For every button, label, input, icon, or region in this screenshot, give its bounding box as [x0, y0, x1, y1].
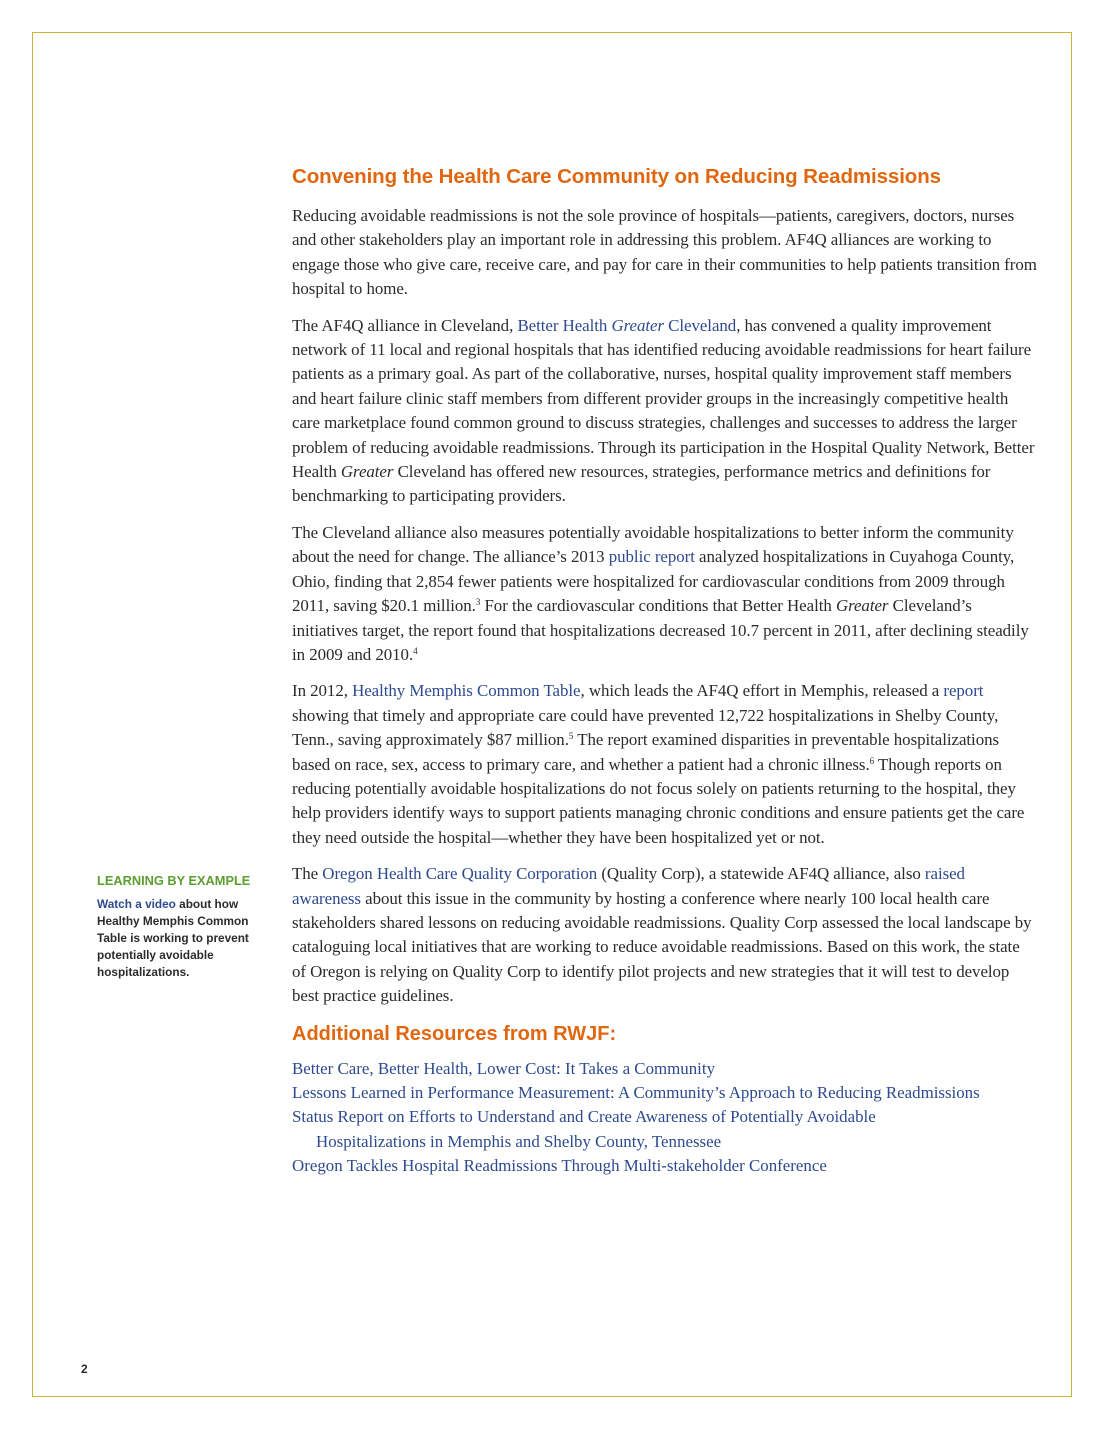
paragraph-memphis: In 2012, Healthy Memphis Common Table, which leads the AF4Q effort in Memphis, released a report showing that timely and appropriate care could have prevented 12,722 hospitalizations in Shelby County, Tenn., saving approximately $87 million.$^5$ The report examined disparities in preventable hospitalizations based on race, sex, access to primary care, and whether a patient had a chronic illness.$^6$ Though reports on reducing potentially avoidable hospitalizations do not focus solely on patients returning to the hospital, they help providers identify ways to support patients managing chronic conditions and ensure patients get the care they need outside the hospital—whether they have been hospitalized yet or not. [292, 681, 1025, 847]
sidebar-body: Watch a video about how Healthy Memphis Common Table is working to prevent potentially avoidable hospitalizations. [97, 897, 249, 979]
watch-video-link[interactable]: Watch a video [97, 897, 176, 911]
resource-link-status-report[interactable]: Status Report on Efforts to Understand and Create Awareness of Potentially Avoidable Hospitalizations in Memphis and Shelby County, Tennessee [292, 1107, 876, 1151]
paragraph-cleveland-report: The Cleveland alliance also measures potentially avoidable hospitalizations to better inform the community about the need for change. The alliance’s 2013 public report analyzed hospitalizations in Cuyahoga County, Ohio, finding that 2,854 fewer patients were hospitalized for cardiovascular conditions from 2009 through 2011, saving $20.1 million.$^3$ For the cardiovascular conditions that Better Health Greater Cleveland’s initiatives target, the report found that hospitalizations decreased 10.7 percent in 2011, after declining steadily in 2009 and 2010.$^4$ [292, 522, 1029, 664]
footnote-ref: 5 [568, 731, 574, 742]
resources-heading: Additional Resources from RWJF: [292, 1022, 617, 1045]
memphis-report-link[interactable]: report [943, 681, 984, 701]
footnote-ref: 6 [869, 755, 875, 766]
resources-list [292, 1057, 1037, 1179]
footnote-ref: 3 [475, 597, 481, 608]
public-report-link[interactable]: public report [608, 547, 695, 567]
main-column [292, 164, 1037, 1179]
page-number: 2 [81, 1362, 88, 1376]
sidebar-title: LEARNING BY EXAMPLE [97, 873, 251, 888]
better-health-greater-cleveland-link[interactable]: Better Health Greater Cleveland [517, 315, 737, 335]
resource-link-lessons-learned[interactable]: Lessons Learned in Performance Measurement: A Community’s Approach to Reducing Readmissions [292, 1083, 980, 1102]
paragraph-intro: Reducing avoidable readmissions is not the sole province of hospitals—patients, caregivers, doctors, nurses and other stakeholders play an important role in addressing this problem. AF4Q alliances are working to engage those who give care, receive care, and pay for care in their communities to help patients transition from hospital to home. [292, 206, 1037, 299]
resource-link-community[interactable]: Better Care, Better Health, Lower Cost: It Takes a Community [292, 1058, 716, 1078]
paragraph-oregon: The Oregon Health Care Quality Corporation (Quality Corp), a statewide AF4Q alliance, also raised awareness about this issue in the community by hosting a conference where nearly 100 local health care stakeholders shared lessons on reducing avoidable readmissions. Quality Corp assessed the local landscape by cataloguing local initiatives that are working to reduce avoidable readmissions. Based on this work, the state of Oregon is relying on Quality Corp to identify pilot projects and new strategies that it will test to develop best practice guidelines. [292, 864, 1032, 1006]
raised-awareness-link[interactable]: raised awareness [292, 864, 965, 908]
footnote-ref: 4 [413, 645, 418, 656]
healthy-memphis-link[interactable]: Healthy Memphis Common Table [352, 681, 581, 701]
paragraph-cleveland: The AF4Q alliance in Cleveland, Better Health Greater Cleveland, has convened a quality improvement network of 11 local and regional hospitals that has identified reducing avoidable readmissions for heart failure patients as a primary goal. As part of the collaborative, nurses, hospital quality improvement staff members and heart failure clinic staff members from different provider groups in the increasingly competitive health care marketplace found common ground to discuss strategies, challenges and successes to address the larger problem of reducing avoidable readmissions. Through its participation in the Hospital Quality Network, Better Health Greater Cleveland has offered new resources, strategies, performance metrics and definitions for benchmarking to participating providers. [292, 315, 1035, 506]
resource-link-oregon-conference[interactable]: Oregon Tackles Hospital Readmissions Through Multi-stakeholder Conference [292, 1156, 827, 1176]
section-heading: Convening the Health Care Community on Reducing Readmissions [292, 165, 941, 188]
oregon-quality-corp-link[interactable]: Oregon Health Care Quality Corporation [322, 864, 598, 884]
sidebar-callout [97, 872, 272, 981]
